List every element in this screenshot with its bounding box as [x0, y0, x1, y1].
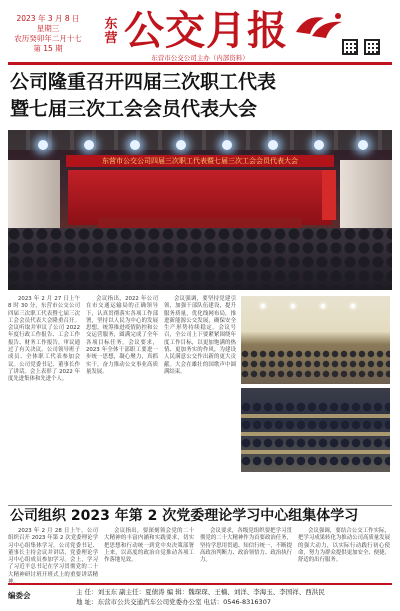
article2-paragraph: 会议要求，各级党组织要把学习贯彻党的二十大精神作为首要政治任务，坚持学思用贯通、知信行统一，不断提高政治判断力、政治领悟力、政治执行力。 — [200, 528, 292, 564]
issue-weekday: 星期三 — [36, 24, 60, 33]
spotlight-icon — [38, 140, 48, 150]
desk-row — [241, 450, 390, 454]
audience-row — [241, 402, 390, 412]
article1-column-1 — [8, 296, 80, 504]
article2-paragraph: 会议强调，要结合公交工作实际，把学习成果转化为推动公司高质量发展的强大动力，以实际行动践行初心使命，努力为群众提供更加安全、便捷、舒适的出行服务。 — [298, 528, 390, 564]
stage-backdrop — [68, 170, 332, 225]
audience-row — [241, 370, 390, 378]
bus-company-emblem — [292, 10, 346, 40]
stage-lighting-rig — [8, 130, 392, 150]
spotlight-icon — [176, 140, 186, 150]
audience — [8, 228, 392, 290]
article1-column-3 — [164, 296, 236, 504]
spotlight-icon — [314, 140, 324, 150]
audience-row — [241, 456, 390, 466]
ceiling-light-icon — [291, 304, 295, 308]
desk-row — [241, 432, 390, 436]
editorial-board-members: 主 任：刘玉东 副主任：夏债涛 编 辑：魏琛琛、王楠、刘洋、李海玉、李国祥、西洪民 — [76, 588, 325, 596]
footer-rule — [8, 583, 392, 585]
lunar-date: 农历癸卯年二月十七 — [14, 34, 82, 43]
article2-paragraph: 会议指出，要深刻领会党的二十大精神的丰富内涵和实践要求，切实把思想和行动统一到党中央决策部署上来，以高度的政治自觉推动各项工作落地见效。 — [104, 528, 194, 564]
conference-photo — [8, 130, 392, 290]
article2-column-2 — [104, 528, 194, 582]
ceiling-light-icon — [261, 304, 265, 308]
article2-column-4 — [298, 528, 390, 582]
article2-headline: 公司组织 2023 年第 2 次党委理论学习中心组集体学习 — [10, 508, 359, 524]
masthead-subtitle: 东营市公交公司主办（内部资料） — [151, 54, 249, 62]
ceiling-light-icon — [351, 304, 355, 308]
spotlight-icon — [268, 140, 278, 150]
spotlight-icon — [84, 140, 94, 150]
editorial-board-label: 编委会 — [8, 591, 31, 600]
article1-paragraph: 会议强调，要坚持党建引领，加强干部队伍建设，提升服务质量，优化线网布局，推进新能源公交发展，确保安全生产形势持续稳定。会议号召，全公司上下要紧紧围绕年度工作目标，以更加饱满的热情、更加务实的作风，为建设人民满意公交作出新的更大贡献。大会在雄壮的国歌声中圆满结束。 — [164, 296, 236, 375]
editorial-address: 地 址：东营市公共交通汽车公司党委办公室 电话：0546-8316307 — [76, 598, 271, 606]
spotlight-icon — [222, 140, 232, 150]
region-mark: 东营 — [104, 17, 118, 46]
article1-headline-line1: 公司隆重召开四届三次职工代表 — [10, 71, 277, 93]
audience-row — [241, 350, 390, 358]
ceiling-light-icon — [321, 304, 325, 308]
issue-number: 第 15 期 — [33, 44, 63, 53]
article2-paragraph: 2023 年 2 月 28 日上午，公司组织召开 2023 年第 2 次党委理论学习中心组集体学习。公司党委书记、董事长主持会议并讲话，党委理论学习中心组成员参加学习。会上，学习了习近平总书记在学习贯彻党的二十大精神研讨班开班式上的重要讲话精 — [8, 528, 98, 578]
audience-row — [241, 438, 390, 448]
article2-column-1 — [8, 528, 98, 582]
article1-headline-line2: 暨七届三次工会会员代表大会 — [10, 98, 258, 120]
issue-date-block — [8, 14, 88, 54]
masthead-rule — [8, 62, 392, 65]
article1-paragraph: 2023 年 2 月 27 日上午 8 时 30 分，东营市公交公司四届三次职工代表暨七届三次工会会员代表大会隆重召开。会议听取并审议了公司 2022 年度行政工作报告、工会工作报告、财务工作报告，审议通过了有关决议。公司领导班子成员、全体职工代表参加会议。公司党委书记、董事长作了讲话。会上表彰了 2022 年度先进集体和先进个人。 — [8, 296, 80, 383]
article2-column-3 — [200, 528, 292, 582]
spotlight-icon — [130, 140, 140, 150]
stage-banner: 东营市公交公司四届三次职工代表暨七届三次工会会员代表大会 — [66, 155, 334, 167]
issue-date: 2023 年 3 月 8 日 — [16, 14, 80, 23]
audience-row — [241, 360, 390, 368]
desk-row — [241, 414, 390, 418]
spotlight-icon — [358, 140, 368, 150]
article1-column-2 — [86, 296, 158, 504]
article1-paragraph: 会议指出，2022 年公司在市交通运输局的正确领导下，认真贯彻落实各项工作部署，坚持以人民为中心的发展思想，统筹推进疫情防控和公交运营服务，圆满完成了全年各项目标任务。会议要求，2023 年全体干部职工要进一步统一思想，凝心聚力，真抓实干，奋力推动公交事业高质量发展。 — [86, 296, 158, 375]
audience-row — [241, 420, 390, 430]
delegates-photo — [241, 388, 390, 472]
flag-icon — [322, 170, 336, 220]
newspaper-title: 公交月报 — [124, 7, 288, 54]
meeting-hall-photo — [241, 296, 390, 384]
